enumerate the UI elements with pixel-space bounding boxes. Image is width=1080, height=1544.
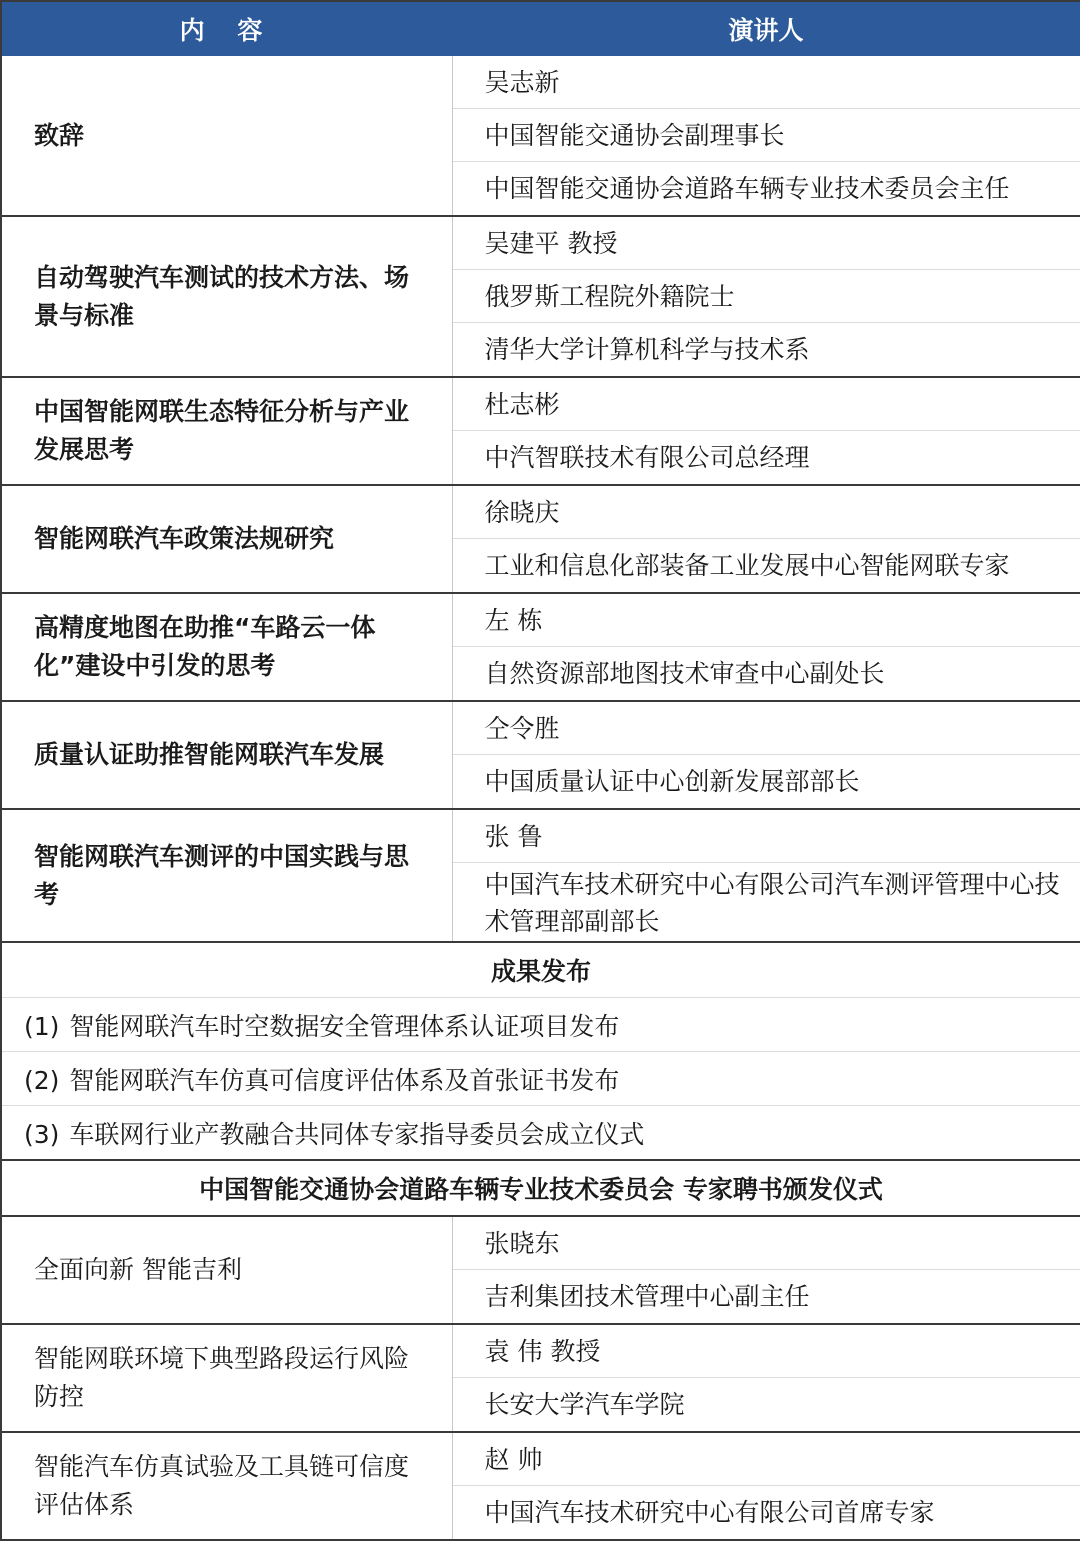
speaker-cell — [452, 377, 1080, 485]
table-row — [1, 485, 1080, 593]
release-item-text: 智能网联汽车时空数据安全管理体系认证项目发布 — [69, 1011, 620, 1041]
table-row — [1, 377, 1080, 485]
table-row — [1, 216, 1080, 377]
speaker-title: 中国汽车技术研究中心有限公司汽车测评管理中心技术管理部副部长 — [484, 870, 1060, 936]
topic-cell: 致辞 — [1, 56, 452, 216]
speaker-name: 张 鲁 — [453, 810, 1080, 863]
speaker-cell — [452, 485, 1080, 593]
list-item — [1, 1052, 1080, 1106]
topic-cell: 质量认证助推智能网联汽车发展 — [1, 701, 452, 809]
table-header-row — [1, 1, 1080, 56]
topic-cell: 中国智能网联生态特征分析与产业发展思考 — [1, 377, 452, 485]
header-content: 内 容 — [1, 1, 452, 56]
speaker-cell — [452, 1216, 1080, 1324]
speaker-title: 工业和信息化部装备工业发展中心智能网联专家 — [484, 551, 1010, 580]
topic-cell: 智能网联汽车政策法规研究 — [1, 485, 452, 593]
table-row — [1, 56, 1080, 216]
speaker-title: 清华大学计算机科学与技术系 — [484, 335, 810, 364]
list-item — [1, 1106, 1080, 1161]
speaker-title: 俄罗斯工程院外籍院士 — [453, 270, 1080, 323]
table-row — [1, 1216, 1080, 1324]
speaker-cell — [452, 593, 1080, 701]
speaker-name: 吴志新 — [453, 56, 1080, 109]
speaker-title: 中国质量认证中心创新发展部部长 — [484, 767, 860, 796]
speaker-title: 中国智能交通协会道路车辆专业技术委员会主任 — [484, 174, 1010, 203]
list-item — [1, 998, 1080, 1052]
topic-cell: 智能汽车仿真试验及工具链可信度评估体系 — [1, 1432, 452, 1540]
speaker-cell — [452, 701, 1080, 809]
table-row — [1, 809, 1080, 942]
speaker-name: 赵 帅 — [453, 1433, 1080, 1486]
speaker-title: 吉利集团技术管理中心副主任 — [484, 1282, 810, 1311]
section-row — [1, 942, 1080, 998]
release-section-title: 成果发布 — [1, 942, 1080, 998]
table-row — [1, 701, 1080, 809]
speaker-title: 中汽智联技术有限公司总经理 — [484, 443, 810, 472]
release-item-number: (3) — [24, 1119, 60, 1149]
release-item-text: 车联网行业产教融合共同体专家指导委员会成立仪式 — [69, 1119, 645, 1149]
table-row — [1, 1432, 1080, 1540]
speaker-name: 左 栋 — [453, 594, 1080, 647]
release-item-number: (2) — [24, 1065, 60, 1095]
speaker-cell — [452, 216, 1080, 377]
speaker-name: 吴建平 教授 — [453, 217, 1080, 270]
section-row — [1, 1160, 1080, 1216]
speaker-cell — [452, 56, 1080, 216]
topic-cell: 智能网联汽车测评的中国实践与思考 — [1, 809, 452, 942]
topic-cell: 高精度地图在助推“车路云一体化”建设中引发的思考 — [1, 593, 452, 701]
speaker-title: 自然资源部地图技术审查中心副处长 — [484, 659, 885, 688]
release-item-number: (1) — [24, 1011, 60, 1041]
topic-cell: 自动驾驶汽车测试的技术方法、场景与标准 — [1, 216, 452, 377]
speaker-title: 中国智能交通协会副理事长 — [453, 109, 1080, 162]
speaker-title: 中国汽车技术研究中心有限公司首席专家 — [484, 1498, 935, 1527]
speaker-name: 杜志彬 — [453, 378, 1080, 431]
table-row — [1, 593, 1080, 701]
ceremony-title: 中国智能交通协会道路车辆专业技术委员会 专家聘书颁发仪式 — [1, 1160, 1080, 1216]
speaker-name: 张晓东 — [453, 1217, 1080, 1270]
speaker-name: 徐晓庆 — [453, 486, 1080, 539]
speaker-cell — [452, 809, 1080, 942]
speaker-cell — [452, 1432, 1080, 1540]
release-item-text: 智能网联汽车仿真可信度评估体系及首张证书发布 — [69, 1065, 620, 1095]
speaker-title: 长安大学汽车学院 — [484, 1390, 685, 1419]
speaker-cell — [452, 1324, 1080, 1432]
speaker-name: 仝令胜 — [453, 702, 1080, 755]
speaker-name: 袁 伟 教授 — [453, 1325, 1080, 1378]
topic-cell: 智能网联环境下典型路段运行风险防控 — [1, 1324, 452, 1432]
topic-cell: 全面向新 智能吉利 — [1, 1216, 452, 1324]
header-speaker: 演讲人 — [452, 1, 1080, 56]
table-row — [1, 1324, 1080, 1432]
